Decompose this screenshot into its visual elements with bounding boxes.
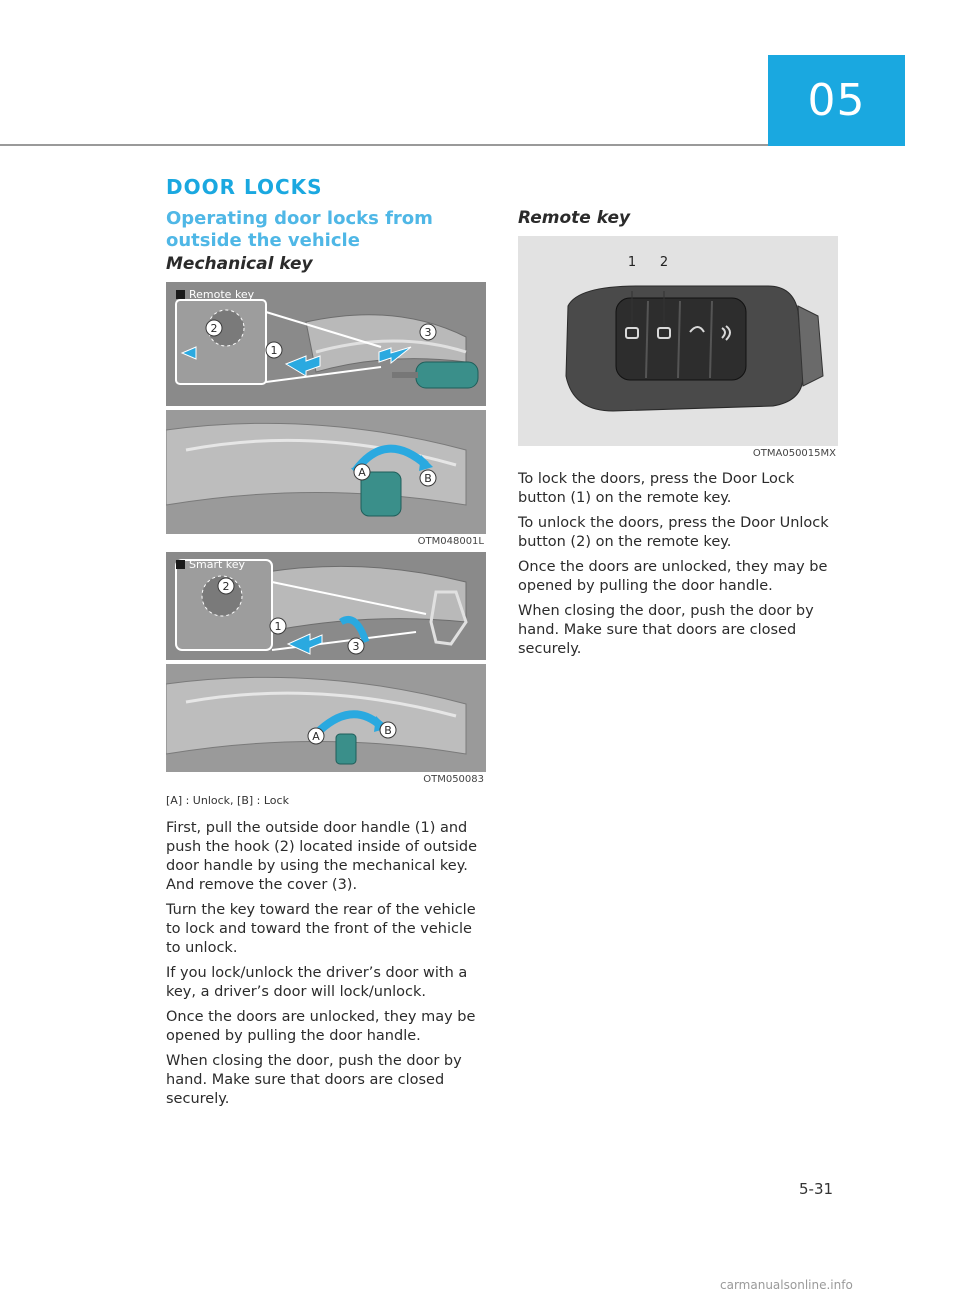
callout-3: 3	[352, 640, 360, 653]
smart-key-panel-bottom	[166, 664, 486, 772]
remote-key-fob-figure	[518, 236, 838, 460]
remote-key-panel-bottom	[166, 410, 486, 534]
paragraph: If you lock/unlock the driver’s door with a key, a driver’s door will lock/unlock.	[166, 965, 468, 1000]
paragraph: When closing the door, push the door by hand. Make sure that doors are closed securely.	[518, 603, 814, 657]
callout-a: A	[358, 466, 366, 479]
figure-code: OTMA050015MX	[752, 448, 836, 459]
chapter-tab: 05	[768, 55, 905, 146]
callout-2: 2	[210, 322, 218, 335]
key-turn-illustration	[166, 410, 486, 534]
watermark: carmanualsonline.info	[720, 1278, 853, 1292]
header-rule	[0, 144, 768, 146]
square-bullet-icon	[176, 560, 185, 569]
subsection-title: Operating door locks from outside the vehicle	[166, 208, 433, 251]
mechanical-key-heading: Mechanical key	[166, 254, 313, 274]
section-title: DOOR LOCKS	[166, 175, 323, 199]
remote-key-heading: Remote key	[518, 208, 631, 228]
left-column	[166, 208, 486, 1115]
figure-caption: [A] : Unlock, [B] : Lock	[166, 794, 289, 807]
square-bullet-icon	[176, 290, 185, 299]
callout-a: A	[312, 730, 320, 743]
remote-key-label-text: Remote key	[189, 288, 255, 301]
remote-key-figure	[166, 282, 486, 548]
paragraph: Once the doors are unlocked, they may be opened by pulling the door handle.	[166, 1009, 476, 1044]
callout-2: 2	[659, 255, 669, 270]
paragraph: To lock the doors, press the Door Lock button (1) on the remote key.	[518, 471, 795, 506]
remote-key-fob-panel	[518, 236, 838, 446]
paragraph: Turn the key toward the rear of the vehicle to lock and toward the front of the vehicle to unlock.	[166, 902, 476, 956]
remote-key-panel-top	[166, 282, 486, 406]
figure-code: OTM050083	[423, 774, 484, 785]
remote-key-fob-illustration	[518, 236, 838, 446]
callout-1: 1	[627, 255, 637, 270]
remote-key-label	[176, 288, 254, 301]
smart-key-label	[176, 558, 245, 571]
paragraph: First, pull the outside door handle (1) and push the hook (2) located inside of outside door handle by using the mechanical key. And remove the cover (3).	[166, 820, 477, 893]
right-column	[518, 208, 838, 665]
callout-b: B	[384, 724, 392, 737]
callout-b: B	[424, 472, 432, 485]
page-number: 5-31	[799, 1180, 834, 1198]
smart-key-figure	[166, 552, 486, 786]
callout-1: 1	[270, 344, 278, 357]
figure-code: OTM048001L	[417, 536, 484, 547]
smart-key-panel-top	[166, 552, 486, 660]
smart-key-turn-illustration	[166, 664, 486, 772]
callout-1: 1	[274, 620, 282, 633]
paragraph: Once the doors are unlocked, they may be opened by pulling the door handle.	[518, 559, 828, 594]
paragraph: When closing the door, push the door by hand. Make sure that doors are closed securely.	[166, 1053, 462, 1107]
callout-3: 3	[424, 326, 432, 339]
smart-key-label-text: Smart key	[189, 558, 246, 571]
paragraph: To unlock the doors, press the Door Unlock button (2) on the remote key.	[518, 515, 829, 550]
callout-2: 2	[222, 580, 230, 593]
